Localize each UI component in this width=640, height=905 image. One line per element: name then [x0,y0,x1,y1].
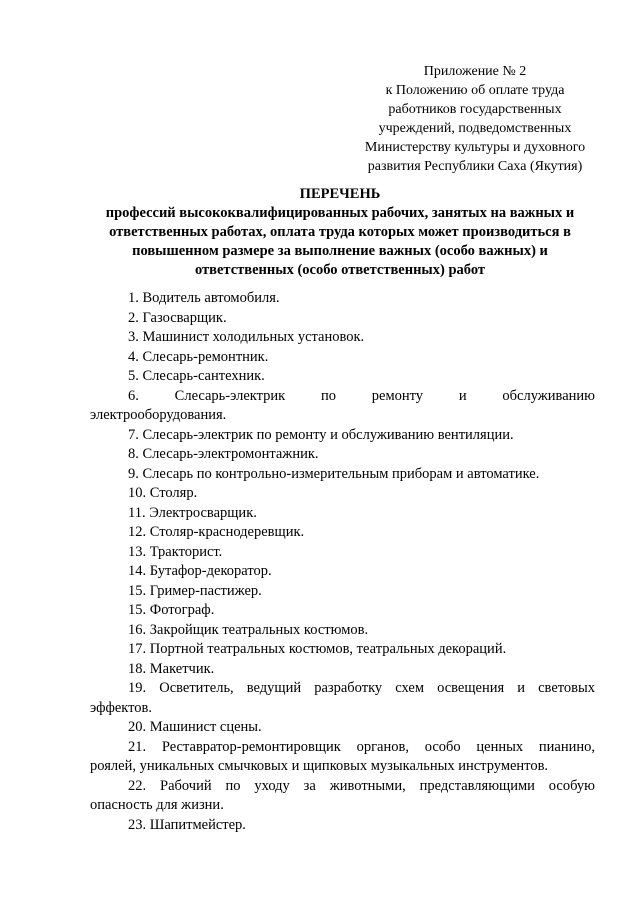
list-item [90,777,595,816]
list-item [90,426,595,446]
list-item-text: 15. Гример-пастижер. [128,582,262,599]
appendix-line: Министерству культуры и духовного [364,140,586,155]
list-item [90,445,595,465]
list-item-text: 14. Бутафор-декоратор. [128,563,272,579]
document-subtitle-line: ответственных (особо ответственных) работ [194,262,486,278]
appendix-line: к Положению об оплате труда [385,83,565,98]
list-item-continuation: эффектов. [90,699,153,716]
list-item [90,543,595,563]
list-item [90,816,595,836]
appendix-line: учреждений, подведомственных [378,121,572,136]
appendix-line: развития Республики Саха (Якутия) [367,159,583,174]
list-item-text: 23. Шапитмейстер. [128,816,246,833]
list-item-text: 2. Газосварщик. [128,309,227,326]
list-item-text: 20. Машинист сцены. [128,719,262,735]
document-subtitle-line: ответственных работах, оплата труда которых может производиться в [109,224,571,240]
appendix-header [350,62,600,176]
list-item-text: 1. Водитель автомобиля. [128,290,280,306]
list-item [90,562,595,582]
list-item-text: 9. Слесарь по контрольно-измерительным приборам и автоматике. [128,465,540,482]
list-item [90,640,595,660]
list-item [90,679,595,718]
list-item [90,387,595,426]
list-item [90,348,595,368]
list-item [90,484,595,504]
list-item [90,289,595,309]
list-item [90,367,595,387]
appendix-line: Приложение № 2 [423,64,527,79]
list-item-text: 15. Фотограф. [128,602,215,618]
list-item [90,504,595,524]
list-item [90,465,595,485]
appendix-line: работников государственных [388,102,562,117]
list-item-text: 18. Макетчик. [128,660,215,677]
list-item [90,328,595,348]
list-item [90,601,595,621]
list-item-continuation: роялей, уникальных смычковых и щипковых музыкальных инструментов. [90,758,549,774]
list-item [90,309,595,329]
list-item [90,738,595,777]
list-item-text: 5. Слесарь-сантехник. [128,368,265,384]
list-item [90,582,595,602]
document-heading [80,185,600,280]
list-item-text: 19. Осветитель, ведущий разработку схем освещения и световых [128,680,595,696]
list-item-text: 4. Слесарь-ремонтник. [128,348,269,365]
list-item-text: 16. Закройщик театральных костюмов. [128,621,369,638]
profession-list [90,289,595,835]
list-item [90,523,595,543]
list-item-text: 6. Слесарь-электрик по ремонту и обслуживанию [128,387,595,404]
list-item-text: 8. Слесарь-электромонтажник. [128,446,319,462]
list-item [90,660,595,680]
document-subtitle-line: профессий высококвалифицированных рабочих, занятых на важных и [105,205,575,221]
list-item-continuation: электрооборудования. [90,407,227,423]
list-item-text: 17. Портной театральных костюмов, театральных декораций. [128,641,507,657]
document-title: ПЕРЕЧЕНЬ [299,186,381,202]
list-item [90,718,595,738]
list-item-text: 7. Слесарь-электрик по ремонту и обслуживанию вентиляции. [128,426,514,443]
list-item-text: 11. Электросварщик. [128,504,257,521]
list-item-text: 13. Тракторист. [128,543,223,560]
list-item-text: 12. Столяр-краснодеревщик. [128,524,305,540]
list-item-text: 21. Реставратор-ремонтировщик органов, особо ценных пианино, [128,738,595,755]
list-item-text: 10. Столяр. [128,485,198,501]
list-item-text: 22. Рабочий по уходу за животными, представляющими особую [128,777,595,794]
list-item-continuation: опасность для жизни. [90,797,224,813]
document-subtitle-line: повышенном размере за выполнение важных (особо важных) и [132,243,548,259]
list-item-text: 3. Машинист холодильных установок. [128,329,365,345]
list-item [90,621,595,641]
